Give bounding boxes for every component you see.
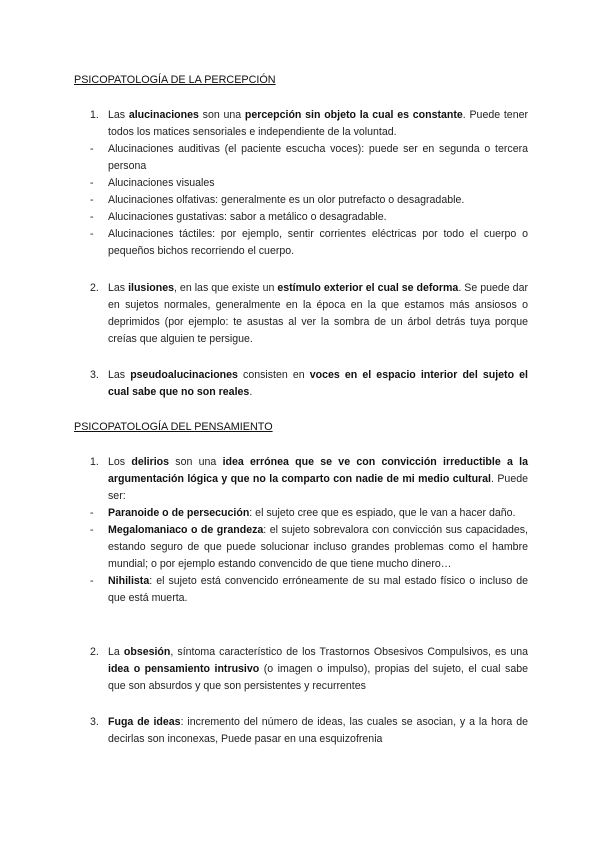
- section-title-pensamiento: PSICOPATOLOGÍA DEL PENSAMIENTO: [74, 421, 273, 433]
- bullet-item: - Alucinaciones olfativas: generalmente es un olor putrefacto o desagradable.: [90, 194, 465, 206]
- list-item: 3. Las pseudoalucinaciones consisten en voces en el espacio interior del sujeto el cual sabe que no son reales.: [90, 369, 528, 398]
- list-item: 3. Fuga de ideas: incremento del número de ideas, las cuales se asocian, y a la hora de decirlas son inconexas, Puede pasar en una esquizofrenia: [90, 716, 528, 745]
- list-item: 2. La obsesión, síntoma característico de los Trastornos Obsesivos Compulsivos, es una idea o pensamiento intrusivo (o imagen o impulso), propias del sujeto, el cual sabe que son absurdos y que son persistentes y recurrentes: [90, 646, 529, 692]
- pensamiento-item-obsesion: [74, 644, 528, 695]
- list-item: 2. Las ilusiones, en las que existe un estímulo exterior el cual se deforma. Se puede dar en sujetos normales, generalmente en la época en la que estamos más ansiosos o deprimidos (por ejemplo: te asustas al ver la sombra de un árbol detrás tuya porque creías que alguien te persigue.: [90, 282, 528, 345]
- pensamiento-item-fuga-de-ideas: [74, 714, 528, 748]
- percepcion-list-alucinaciones: [74, 107, 528, 260]
- bullet-item: - Megalomaniaco o de grandeza: el sujeto sobrevalora con convicción sus capacidades, estando seguro de que puede solucionar incluso grandes problemas como el hambre mundial; o por ejemplo estando convencido de que tiene mucho dinero…: [90, 524, 528, 570]
- bullet-item: - Alucinaciones auditivas (el paciente escucha voces): puede ser en segunda o tercera persona: [90, 143, 528, 172]
- list-item: 1. Las alucinaciones son una percepción sin objeto la cual es constante. Puede tener todos los matices sensoriales e independiente de la voluntad.: [90, 109, 528, 138]
- percepcion-item-ilusiones: [74, 280, 528, 348]
- pensamiento-list-delirios: [74, 454, 528, 607]
- bullet-item: - Nihilista: el sujeto está convencido erróneamente de su mal estado físico o incluso de que está muerta.: [90, 575, 528, 604]
- bullet-item: - Alucinaciones visuales: [90, 177, 215, 189]
- bullet-item: - Alucinaciones táctiles: por ejemplo, sentir corrientes eléctricas por todo el cuerpo o pequeños bichos recorriendo el cuerpo.: [90, 228, 528, 257]
- percepcion-item-pseudoalucinaciones: [74, 367, 528, 401]
- bullet-item: - Paranoide o de persecución: el sujeto cree que es espiado, que le van a hacer daño.: [90, 507, 516, 519]
- section-title-percepcion: PSICOPATOLOGÍA DE LA PERCEPCIÓN: [74, 74, 276, 86]
- bullet-item: - Alucinaciones gustativas: sabor a metálico o desagradable.: [90, 211, 387, 223]
- list-item: 1. Los delirios son una idea errónea que se ve con convicción irreductible a la argumentación lógica y que no la comparto con nadie de mi medio cultural. Puede ser:: [90, 456, 528, 502]
